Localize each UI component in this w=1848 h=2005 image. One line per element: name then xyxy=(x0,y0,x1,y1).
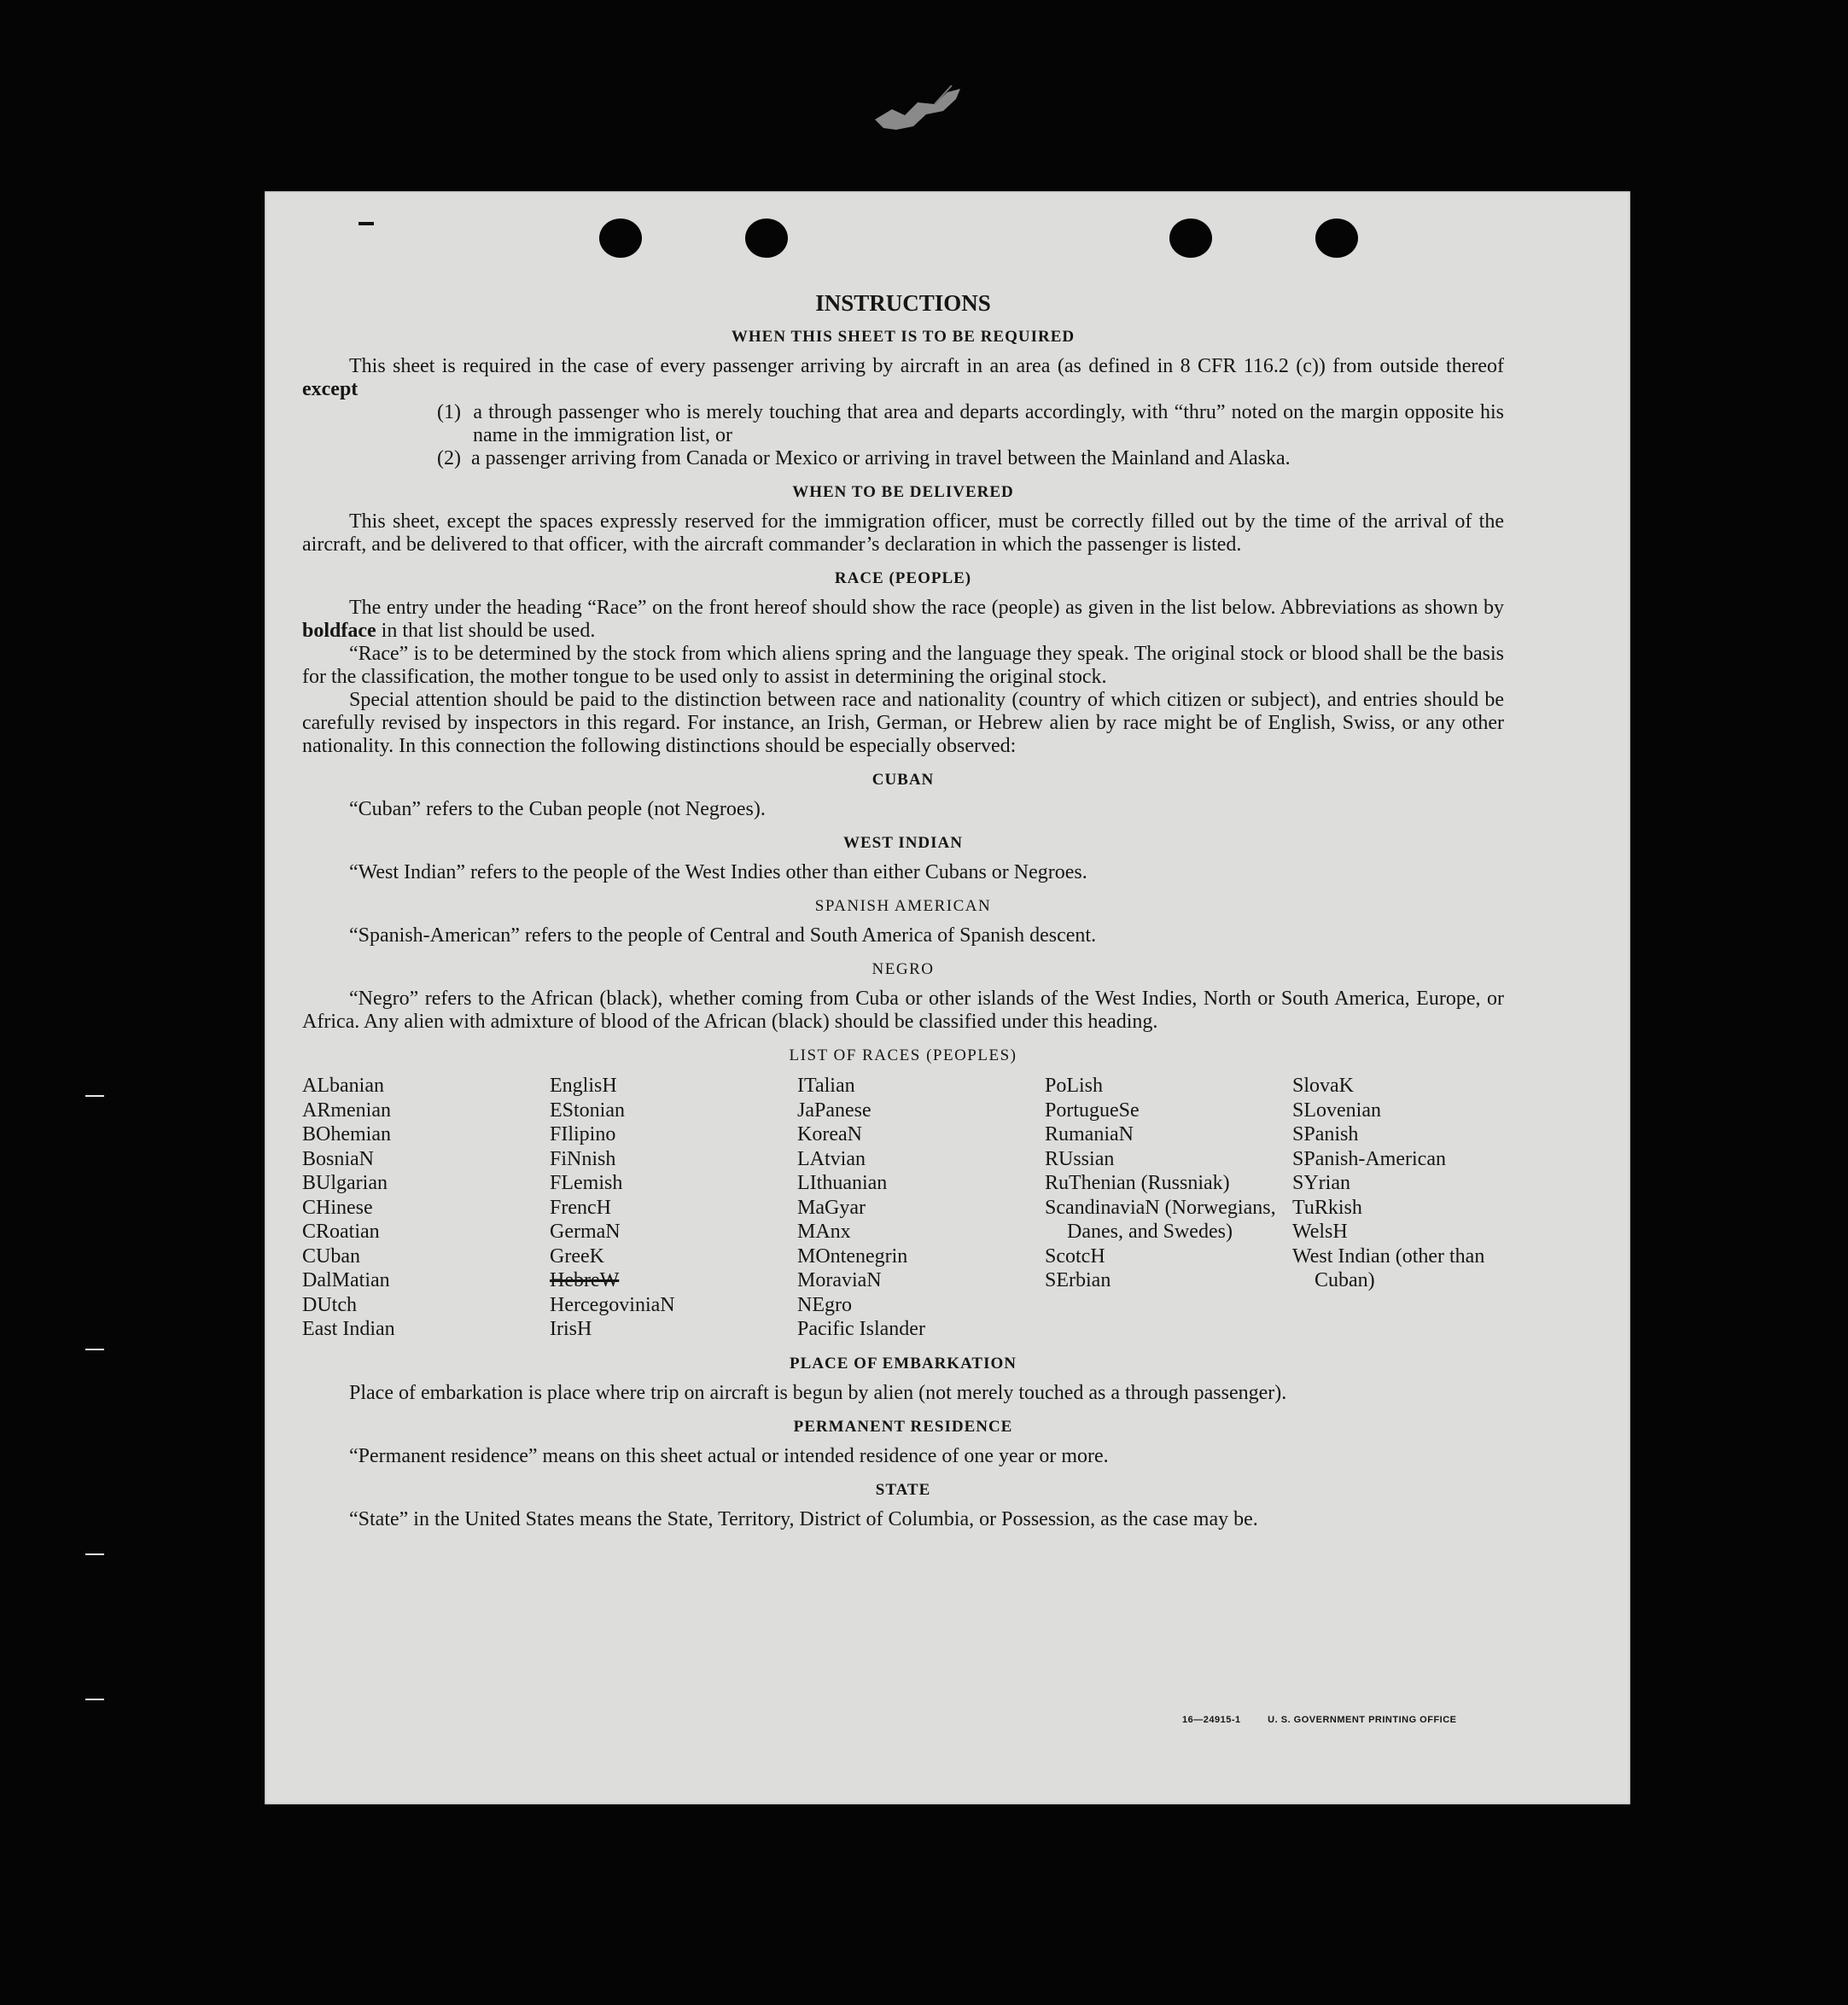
paragraph-state: “State” in the United States means the State, Territory, District of Columbia, or Possession, as the case may be. xyxy=(349,1507,1258,1530)
race-entry: PortugueSe xyxy=(1045,1099,1140,1122)
paragraph-when-required: This sheet is required in the case of every passenger arriving by aircraft in an area (as defined in 8 CFR 116.2 (c)) from outside thereof except xyxy=(302,355,1504,400)
list-item-exception-1: (1) a through passenger who is merely touching that area and departs accordingly, with “thru” noted on the margin opposite his name in the immigration list, or xyxy=(437,401,1505,446)
race-entry: FiNnish xyxy=(550,1147,616,1170)
race-entry: MOntenegrin xyxy=(797,1244,908,1268)
race-entry: BUlgarian xyxy=(302,1172,388,1194)
scan-edge-mark xyxy=(85,1553,104,1555)
race-entry: CHinese xyxy=(302,1196,373,1219)
race-entry: EnglisH xyxy=(550,1075,617,1097)
race-entry: HercegoviniaN xyxy=(550,1293,675,1316)
paragraph-embarkation: Place of embarkation is place where trip on aircraft is begun by alien (not merely touched as a through passenger). xyxy=(349,1381,1287,1404)
race-entry: WelsH xyxy=(1292,1221,1348,1243)
race-entry: KoreaN xyxy=(797,1123,862,1145)
race-column xyxy=(302,1074,550,1342)
race-entry: GreeK xyxy=(550,1244,604,1268)
heading-cuban: CUBAN xyxy=(872,771,935,789)
list-item-exception-2: (2) a passenger arriving from Canada or Mexico or arriving in travel between the Mainland and Alaska. xyxy=(437,447,1291,469)
paper-debris xyxy=(875,85,969,137)
race-entry: MoraviaN xyxy=(797,1269,882,1291)
race-entry: BosniaN xyxy=(302,1147,374,1170)
race-entry: TuRkish xyxy=(1292,1196,1362,1219)
heading-permanent-residence: PERMANENT RESIDENCE xyxy=(793,1417,1013,1436)
race-entry: ITalian xyxy=(797,1075,855,1097)
race-entry: HebreW xyxy=(550,1269,620,1291)
race-entry: BOhemian xyxy=(302,1123,391,1145)
instructions-content xyxy=(302,292,1504,1531)
race-entry: SLovenian xyxy=(1292,1099,1381,1122)
race-entry: FrencH xyxy=(550,1196,611,1219)
race-entry: CRoatian xyxy=(302,1221,380,1243)
race-entry: RUssian xyxy=(1045,1147,1115,1170)
race-entry: FIlipino xyxy=(550,1123,616,1145)
page-title: INSTRUCTIONS xyxy=(815,290,991,316)
race-entry: MAnx xyxy=(797,1221,851,1243)
race-column xyxy=(1045,1074,1292,1342)
paragraph-race-3: Special attention should be paid to the distinction between race and nationality (country of which citizen or subject), and entries should be carefully revised by inspectors in this regard. For instance, an Irish, German, or Hebrew alien by race might be of English, Swiss, or any other nationality. In this connection the following distinctions should be especially observed: xyxy=(302,689,1504,757)
race-column xyxy=(550,1074,797,1342)
heading-negro: NEGRO xyxy=(872,960,935,978)
race-column xyxy=(1292,1074,1504,1342)
race-entry: DUtch xyxy=(302,1293,357,1316)
printer-credit: U. S. GOVERNMENT PRINTING OFFICE xyxy=(1268,1715,1457,1725)
race-entry: East Indian xyxy=(302,1318,395,1340)
paragraph-cuban: “Cuban” refers to the Cuban people (not Negroes). xyxy=(349,798,766,820)
race-entry: IrisH xyxy=(550,1318,592,1340)
race-entry: ALbanian xyxy=(302,1075,384,1097)
scan-edge-mark xyxy=(85,1349,104,1350)
race-entry: Pacific Islander xyxy=(797,1318,925,1340)
paragraph-race-1: The entry under the heading “Race” on the front hereof should show the race (people) as given in the list below. Abbreviations as shown by boldface in that list should be used. xyxy=(302,597,1504,642)
punch-hole xyxy=(599,219,642,258)
heading-when-required: WHEN THIS SHEET IS TO BE REQUIRED xyxy=(731,328,1076,346)
race-entry: PoLish xyxy=(1045,1075,1104,1097)
race-list xyxy=(302,1074,1504,1342)
paragraph-permanent-residence: “Permanent residence” means on this sheet actual or intended residence of one year or more. xyxy=(349,1444,1109,1467)
scan-mark xyxy=(359,222,374,225)
race-entry: SPanish xyxy=(1292,1123,1359,1145)
punch-hole xyxy=(1169,219,1212,258)
paragraph-west-indian: “West Indian” refers to the people of the West Indies other than either Cubans or Negroes. xyxy=(349,861,1087,883)
race-entry: ARmenian xyxy=(302,1099,391,1122)
heading-race: RACE (PEOPLE) xyxy=(834,569,972,587)
paragraph-when-delivered: This sheet, except the spaces expressly reserved for the immigration officer, must be correctly filled out by the time of the arrival of the aircraft, and be delivered to that officer, with the aircraft commander’s declaration in which the passenger is listed. xyxy=(302,510,1504,556)
heading-state: STATE xyxy=(875,1480,931,1499)
heading-embarkation: PLACE OF EMBARKATION xyxy=(790,1354,1017,1373)
race-entry: SErbian xyxy=(1045,1269,1111,1291)
heading-west-indian: WEST INDIAN xyxy=(843,834,963,852)
race-entry: LAtvian xyxy=(797,1147,866,1170)
paragraph-negro: “Negro” refers to the African (black), whether coming from Cuba or other islands of the West Indies, North or South America, Europe, or Africa. Any alien with admixture of blood of the African (black) should be classified under this heading. xyxy=(302,988,1504,1033)
heading-when-delivered: WHEN TO BE DELIVERED xyxy=(792,483,1014,501)
race-entry: JaPanese xyxy=(797,1099,872,1122)
race-entry: EStonian xyxy=(550,1099,625,1122)
print-footer xyxy=(1182,1715,1457,1725)
race-entry: West Indian (other than Cuban) xyxy=(1292,1244,1485,1291)
race-entry: NEgro xyxy=(797,1293,852,1316)
race-entry: GermaN xyxy=(550,1221,621,1243)
race-entry: RuThenian (Russniak) xyxy=(1045,1172,1230,1194)
race-entry: ScotcH xyxy=(1045,1244,1105,1268)
race-entry: RumaniaN xyxy=(1045,1123,1134,1145)
race-entry: FLemish xyxy=(550,1172,623,1194)
race-entry: SlovaK xyxy=(1292,1075,1354,1097)
race-entry: SYrian xyxy=(1292,1172,1350,1194)
heading-spanish-american: SPANISH AMERICAN xyxy=(814,897,992,915)
race-entry: LIthuanian xyxy=(797,1172,888,1194)
document-page xyxy=(265,191,1630,1804)
form-number: 16—24915-1 xyxy=(1182,1715,1241,1725)
race-entry: ScandinaviaN (Norwegians, Danes, and Swedes) xyxy=(1045,1196,1276,1243)
race-column xyxy=(797,1074,1045,1342)
heading-list-of-races: LIST OF RACES (PEOPLES) xyxy=(789,1046,1017,1064)
race-entry: MaGyar xyxy=(797,1196,866,1219)
race-entry: DalMatian xyxy=(302,1269,390,1291)
punch-hole xyxy=(745,219,788,258)
scan-edge-mark xyxy=(85,1095,104,1097)
scan-edge-mark xyxy=(85,1699,104,1700)
paragraph-race-2: “Race” is to be determined by the stock from which aliens spring and the language they speak. The original stock or blood shall be the basis for the classification, the mother tongue to be used only to assist in determining the original stock. xyxy=(302,643,1504,688)
race-entry: CUban xyxy=(302,1244,360,1268)
race-entry: SPanish-American xyxy=(1292,1147,1446,1170)
paragraph-spanish-american: “Spanish-American” refers to the people of Central and South America of Spanish descent. xyxy=(349,924,1097,947)
punch-hole xyxy=(1315,219,1358,258)
